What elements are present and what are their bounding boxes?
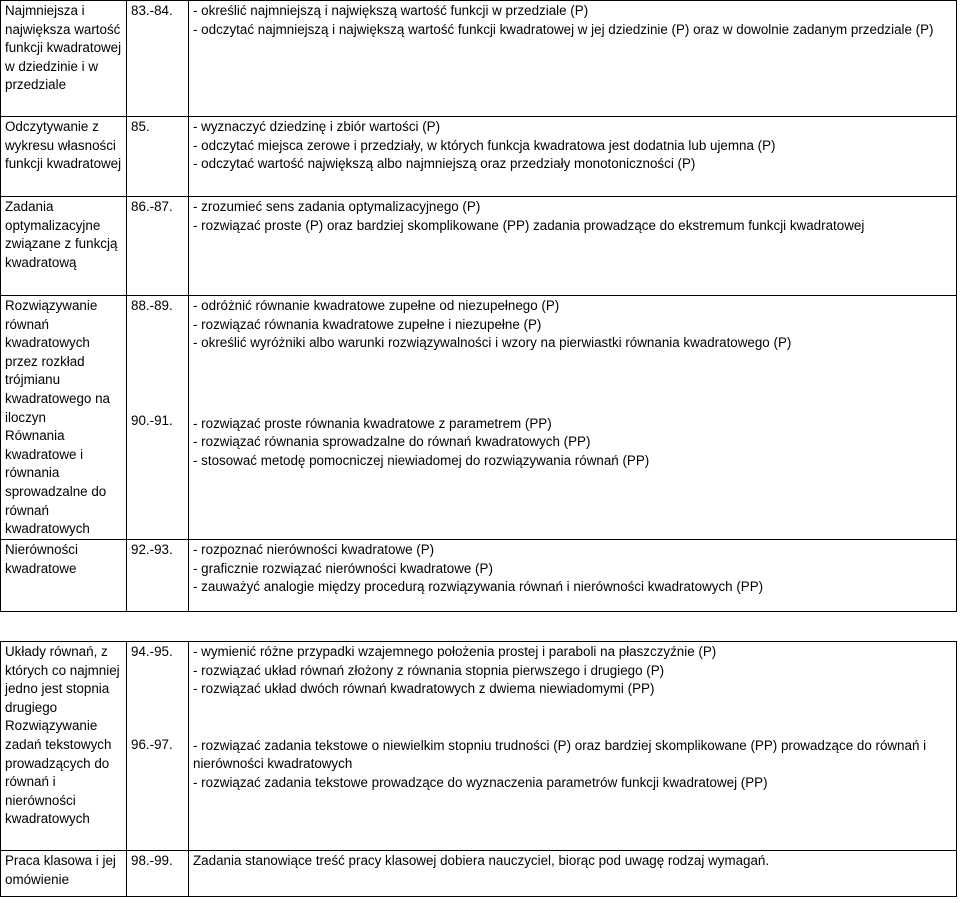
lesson-number-cell (127, 540, 189, 612)
table-row (1, 540, 957, 612)
topic-cell (1, 1, 127, 117)
lesson-number-cell (127, 642, 189, 851)
table-row (1, 197, 957, 296)
lesson-number-cell (127, 296, 189, 540)
objective-item: - rozpoznać nierówności kwadratowe (P) (193, 542, 435, 557)
objective-item: - wymienić różne przypadki wzajemnego położenia prostej i paraboli na płaszczyźnie (P) (193, 644, 717, 659)
objectives-cell (189, 540, 957, 612)
objective-item: - rozwiązać układ dwóch równań kwadratowych z dwiema niewiadomymi (PP) (193, 681, 655, 697)
objective-item: - określić najmniejszą i największą wartość funkcji w przedziale (P) (193, 3, 589, 18)
objective-item: - rozwiązać proste równania kwadratowe z parametrem (PP) (193, 415, 552, 431)
table-row (1, 1, 957, 117)
lesson-number: 88.-89. (131, 298, 173, 313)
lesson-number: 85. (131, 119, 150, 134)
topic-text: Równania kwadratowe i równania sprowadzalne do równań kwadratowych (5, 428, 110, 537)
objectives-cell (189, 296, 957, 540)
lesson-number: 96.-97. (131, 736, 173, 752)
objective-item: - stosować metodę pomocniczej niewiadomej do rozwiązywania równań (PP) (193, 452, 650, 468)
objectives-cell (189, 642, 957, 851)
table-row (1, 117, 957, 197)
objectives-cell (189, 1, 957, 117)
table-row (1, 296, 957, 540)
objective-item: - odczytać miejsca zerowe i przedziały, w których funkcja kwadratowa jest dodatnia lub ujemna (P) (193, 137, 776, 153)
topic-text: Rozwiązywanie równań kwadratowych przez rozkład trójmianu kwadratowego na iloczyn (5, 298, 114, 425)
topic-text: Rozwiązywanie zadań tekstowych prowadzących do równań i nierówności kwadratowych (5, 718, 116, 827)
table-row (1, 642, 957, 851)
lesson-number-cell (127, 851, 189, 897)
objective-item: - zauważyć analogie między procedurą rozwiązywania równań i nierówności kwadratowych (PP) (193, 579, 764, 595)
topic-text: Zadania optymalizacyjne związane z funkcją kwadratową (5, 199, 122, 270)
topic-cell (1, 851, 127, 897)
lesson-number-cell (127, 1, 189, 117)
lesson-number-cell (127, 197, 189, 296)
objective-item: - rozwiązać układ równań złożony z równania stopnia pierwszego i drugiego (P) (193, 662, 665, 678)
lesson-number: 83.-84. (131, 3, 173, 18)
objective-item: - zrozumieć sens zadania optymalizacyjnego (P) (193, 199, 481, 214)
topic-text: Nierówności kwadratowe (5, 542, 82, 576)
objectives-cell (189, 851, 957, 897)
objective-item: - określić wyróżniki albo warunki rozwiązywalności i wzory na pierwiastki równania kwadratowego (P) (193, 335, 792, 351)
objective-item: - rozwiązać równania sprowadzalne do równań kwadratowych (PP) (193, 434, 591, 450)
objective-item: - rozwiązać równania kwadratowe zupełne i niezupełne (P) (193, 316, 542, 332)
objectives-cell (189, 117, 957, 197)
curriculum-table-bottom (0, 641, 957, 897)
topic-text: Praca klasowa i jej omówienie (5, 853, 120, 887)
lesson-number: 86.-87. (131, 199, 173, 214)
topic-cell (1, 197, 127, 296)
objective-item: - rozwiązać zadania tekstowe prowadzące do wyznaczenia parametrów funkcji kwadratowej (PP) (193, 774, 768, 790)
topic-text: Układy równań, z których co najmniej jedno jest stopnia drugiego (5, 644, 124, 715)
lesson-number: 90.-91. (131, 412, 173, 428)
objective-item: - odczytać wartość największą albo najmniejszą oraz przedziały monotoniczności (P) (193, 156, 696, 172)
objective-item: - rozwiązać zadania tekstowe o niewielkim stopniu trudności (P) oraz bardziej skomplikowane (PP) prowadzące do równań i nierówności kwadratowych (193, 737, 927, 772)
lesson-number-cell (127, 117, 189, 197)
objective-item: Zadania stanowiące treść pracy klasowej dobiera nauczyciel, biorąc pod uwagę rodzaj wymagań. (193, 853, 770, 868)
objective-item: - odróżnić równanie kwadratowe zupełne od niezupełnego (P) (193, 298, 560, 313)
lesson-number: 92.-93. (131, 542, 173, 557)
topic-cell (1, 642, 127, 851)
objective-item: - graficznie rozwiązać nierówności kwadratowe (P) (193, 560, 493, 576)
objective-item: - rozwiązać proste (P) oraz bardziej skomplikowane (PP) zadania prowadzące do ekstremum funkcji kwadratowej (193, 217, 865, 233)
objective-item: - wyznaczyć dziedzinę i zbiór wartości (P) (193, 119, 441, 134)
lesson-number: 98.-99. (131, 853, 173, 868)
topic-text: Najmniejsza i największa wartość funkcji kwadratowej w dziedzinie i w przedziale (5, 3, 125, 93)
lesson-number: 94.-95. (131, 644, 173, 659)
topic-cell (1, 117, 127, 197)
topic-text: Odczytywanie z wykresu własności funkcji kwadratowej (5, 119, 122, 172)
topic-cell (1, 540, 127, 612)
objective-item: - odczytać najmniejszą i największą wartość funkcji kwadratowej w jej dziedzinie (P) oraz w dowolnie zadanym przedziale (P) (193, 21, 934, 37)
topic-cell (1, 296, 127, 540)
objectives-cell (189, 197, 957, 296)
table-row (1, 851, 957, 897)
